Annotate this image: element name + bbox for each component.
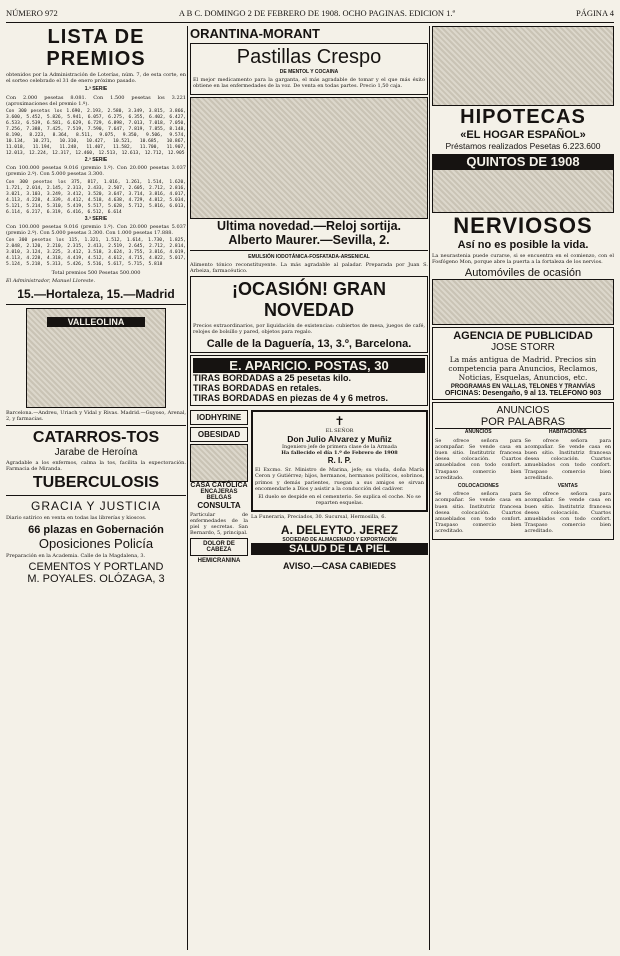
lottery-prizes: Con 100.000 pesetas 9.016 (premio 1.º). Con 20.000 pesetas 5.037 (premio 2.º). Con 5.000 pesetas 3.300. Con 1.000 pesetas 17.888. xyxy=(6,223,186,237)
automoviles-title: Automóviles de ocasión xyxy=(464,267,582,280)
obituary-column xyxy=(251,408,428,571)
divider xyxy=(190,250,428,251)
automoviles-text-block xyxy=(432,279,614,325)
tiras-line: TIRAS BORDADAS en retales. xyxy=(193,382,322,393)
lottery-prizes: Con 2.000 pesetas 8.081. Con 1.500 pesetas los 3.221 (aproximaciones del premio 1.º). xyxy=(6,94,186,107)
maurer-address: Alberto Maurer.—Sevilla, 2. xyxy=(228,232,390,247)
ocasion-ad xyxy=(190,276,428,352)
gracia-text: Diario satírico en venta en todas las librerías y kioscos. xyxy=(6,515,147,522)
divider xyxy=(6,495,186,496)
storr-name: JOSE STORR xyxy=(491,342,555,354)
tuberculosis-title: TUBERCULOSIS xyxy=(32,474,160,492)
column-left xyxy=(6,26,186,950)
heroina-text: Agradable a los enfermos, calma la tos, facilita la expectoración. Farmacia de Miranda. xyxy=(6,460,186,473)
prestamos-line: Préstamos realizados Pesetas 6.223.600 xyxy=(445,141,601,151)
jarabe-title: Jarabe de Heroína xyxy=(54,447,138,459)
obituary-rip: R. I. P. xyxy=(327,456,352,466)
funeraria-line: La Funeraria, Preciados, 30. Sucursal, Hermosilla, 6. xyxy=(251,514,387,521)
emulsion-title: EMULSIÓN IODOTÁNICA-FOSFATADA-ARSENICAL xyxy=(248,253,370,260)
orantina-title: ORANTINA-MORANT xyxy=(190,26,320,41)
poyales-line: M. POYALES. OLÓZAGA, 3 xyxy=(27,572,165,585)
obituary xyxy=(251,410,428,513)
column-rule xyxy=(429,26,430,950)
agencia-ad xyxy=(432,327,614,400)
lottery-numbers: Con 300 pesetas los 375, 817, 1.016, 1.261, 1.514, 1.620, 1.721, 2.014, 2.145, 2.313, 2.433, 2.507, 2.605, 2.712, 2.816, 3.021, 3.103, 3.249, 3.412, 3.520, 3.647, 3.714, 3.816, 4.017, 4.113, 4.228, 4.339, 4.412, 4.518, 4.638, 4.729, 4.812, 5.034, 5.121, 5.214, 5.310, 5.419, 5.517, 5.628, 5.712, 5.816, 6.013, 6.114, 6.217, 6.319, 6.416, 6.512, 6.614 xyxy=(6,179,186,215)
oposiciones-title: Oposiciones Policía xyxy=(38,535,154,551)
valleolina-label: VALLEOLINA xyxy=(47,317,145,327)
divider xyxy=(6,425,186,426)
issue-number: NÚMERO 972 xyxy=(6,8,58,18)
lower-middle-row xyxy=(190,408,428,571)
page-header xyxy=(6,4,614,23)
tiras-line: TIRAS BORDADAS en piezas de 4 y 6 metros. xyxy=(193,392,389,403)
top-right-ads xyxy=(432,26,614,106)
salud-title: SALUD DE LA PIEL xyxy=(251,543,428,555)
deleyto-sub: SOCIEDAD DE ALMACENADO Y EXPORTACIÓN xyxy=(282,536,397,543)
obituary-name: Don Julio Alvarez y Muñiz xyxy=(287,433,392,444)
column-right xyxy=(432,26,614,950)
series-heading: 3.ª SERIE xyxy=(84,215,108,222)
ocasion-address: Calle de la Daguería, 13, 3.º, Barcelona. xyxy=(206,337,412,350)
hemicranina-title: HEMICRANINA xyxy=(197,558,241,565)
classified-text: Se ofrece señora para acompañar. Se vende casa en buen sitio. Institutriz francesa desea colocación. Cuartos amueblados con todo confort. Traspaso comercio bien acreditado. xyxy=(524,491,611,535)
lottery-totals: Total premios 500 Pesetas 500.000 xyxy=(51,270,141,277)
iodhyrine-title: IODHYRINE xyxy=(190,410,248,425)
consulta-text: Particular de enfermedades de la piel y secretas. San Bernardo, 5, principal. xyxy=(190,511,248,537)
lottery-numbers: Con 300 pesetas los 115, 1.321, 1.512, 1.614, 1.730, 1.825, 2.048, 2.120, 2.210, 2.315, 2.413, 2.519, 2.645, 2.712, 2.814, 3.010, 3.124, 3.225, 3.412, 3.518, 3.624, 3.755, 3.816, 4.019, 4.113, 4.228, 4.318, 4.419, 4.512, 4.612, 4.715, 4.822, 5.017, 5.124, 5.218, 5.313, 5.426, 5.516, 5.617, 5.715, 5.818 xyxy=(6,238,186,268)
consulta-title: CONSULTA xyxy=(197,500,241,510)
lottery-admin: El Administrador, Manuel Lloreste. xyxy=(6,278,96,285)
obituary-label: EL SEÑOR xyxy=(325,427,354,434)
obesidad-title: OBESIDAD xyxy=(190,427,248,442)
page-number: PÁGINA 4 xyxy=(575,8,614,18)
divider xyxy=(6,304,186,305)
classified-col xyxy=(435,429,522,536)
small-ads-column xyxy=(190,408,248,571)
pastillas-text: El mejor medicamento para la garganta, el más agradable de tomar y el que más éxito obtiene en las enfermedades de la voz. De venta en todas partes. Precio 1,50 caja. xyxy=(193,77,425,90)
oficinas-line: OFICINAS: Desengaño, 9 al 13. TELÉFONO 903 xyxy=(444,390,602,398)
obituary-role: Ingeniero jefe de primera clase de la Armada xyxy=(282,443,397,450)
hogar-title: «EL HOGAR ESPAÑOL» xyxy=(460,129,586,141)
column-rule xyxy=(187,26,188,950)
obituary-text: El Excmo. Sr. Ministro de Marina, jefe; su viuda, doña María Ceron y Gutiérrez; hijos, hermanos, hermanos políticos, sobrinos, primos y demás parientes, ruegan a sus amigos se sirvan encomendarle a Dios y asistir a la conducción del cadáver. xyxy=(255,467,424,492)
casa-catolica-title: CASA CATÓLICA xyxy=(190,481,248,489)
lottery-title: LISTA DE PREMIOS xyxy=(46,26,146,70)
valleolina-text: Barcelona.—Andreu, Uriach y Vidal y Rivas. Madrid.—Guyoso, Arenal, 2, y farmacias. xyxy=(6,409,186,422)
classified-heading: COLOCACIONES xyxy=(457,483,499,490)
lottery-intro: obtenidos por la Administración de Loterías, núm. 7, de esta corte, en el sorteo celebrado el 31 de enero próximo pasado. xyxy=(6,72,186,85)
ocasion-text: Precios extraordinarios, por liquidación de existencias: cubiertos de mesa, juegos de café, relojes de bolsillo y pared, objetos para regalo. xyxy=(193,323,425,336)
pastillas-sub: DE MENTOL Y COCAINA xyxy=(279,69,339,75)
obituary-date: Ha fallecido el día 1.º de Febrero de 1908 xyxy=(281,450,398,457)
obesidad-illustration xyxy=(190,444,248,482)
deleyto-title: A. DELEYTO. JEREZ xyxy=(280,522,399,537)
dolor-title: DOLOR DE CABEZA xyxy=(190,538,248,556)
lottery-address: 15.—Hortaleza, 15.—Madrid xyxy=(17,286,175,301)
cementos-title: CEMENTOS Y PORTLAND xyxy=(28,560,164,573)
classified-heading: VENTAS xyxy=(557,483,578,490)
programas-line: PROGRAMAS EN VALLAS, TELONES Y TRANVÍAS xyxy=(450,384,596,391)
classified-text: Se ofrece señora para acompañar. Se vende casa en buen sitio. Institutriz francesa desea colocación. Cuartos amueblados con todo confort. Traspaso comercio bien acreditado. xyxy=(524,437,611,481)
aviso-title: AVISO.—CASA CABIEDES xyxy=(282,560,396,571)
valleolina-portrait xyxy=(26,308,166,408)
pastillas-ad xyxy=(190,43,428,95)
quintos-text-block xyxy=(432,169,614,213)
obituary-duelo: El duelo se despide en el cementerio. Se suplica el coche. No se reparten esquelas. xyxy=(258,494,421,507)
hipotecas-title: HIPOTECAS xyxy=(460,106,586,128)
encajeras-title: ENCAJERAS BELGAS xyxy=(200,488,238,501)
classified-columns xyxy=(435,429,611,536)
classified-text: Se ofrece señora para acompañar. Se vende casa en buen sitio. Institutriz francesa desea colocación. Cuartos amueblados con todo confort. Traspaso comercio bien acreditado. xyxy=(435,491,522,535)
emulsion-text: Alimento tónico reconstituyente. La más agradable al paladar. Preparada por Juan S. Arbeiza, farmacéutico. xyxy=(190,261,428,275)
classified-section xyxy=(432,402,614,539)
tiras-line: TIRAS BORDADAS a 25 pesetas kilo. xyxy=(193,372,352,383)
cross-icon: ✝ xyxy=(334,413,345,428)
nerviosos-title: NERVIOSOS xyxy=(453,213,593,238)
classified-heading: HABITACIONES xyxy=(548,429,587,436)
masthead-line: A B C. DOMINGO 2 DE FEBRERO DE 1908. OCHO PAGINAS. EDICION 1.ª xyxy=(178,8,455,18)
orantina-row xyxy=(190,26,428,41)
lottery-numbers: Con 300 pesetas los 1.690, 2.193, 2.580, 3.349, 3.815, 3.866, 3.600, 5.452, 5.826, 5.941, 6.057, 6.275, 6.355, 6.402, 6.427, 6.533, 6.539, 6.581, 6.629, 6.729, 6.898, 7.013, 7.018, 7.050, 7.256, 7.388, 7.425, 7.519, 7.590, 7.647, 7.819, 7.855, 8.148, 8.190, 8.223, 8.364, 8.511, 9.075, 9.350, 9.506, 9.574, 10.134, 10.271, 10.310, 10.427, 10.521, 10.685, 10.867, 11.018, 11.194, 11.248, 11.407, 11.582, 11.700, 11.907, 12.013, 12.224, 12.317, 12.460, 12.513, 12.613, 12.712, 12.905 xyxy=(6,109,186,157)
lottery-prizes: Con 100.000 pesetas 9.016 (premio 1.º). Con 20.000 pesetas 3.037 (premio 2.º). Con 5.000 pesetas 3.300. xyxy=(6,165,186,178)
gracia-title: GRACIA Y JUSTICIA xyxy=(31,499,161,514)
ocasion-title: ¡OCASIÓN! GRAN NOVEDAD xyxy=(232,279,386,321)
aparicio-ad xyxy=(190,355,428,406)
series-heading: 1.ª SERIE xyxy=(84,86,108,93)
ring-watch-illustration xyxy=(190,97,428,219)
maurer-title: Ultima novedad.—Reloj sortija. xyxy=(216,218,402,233)
column-middle xyxy=(190,26,428,950)
classified-col xyxy=(525,429,612,536)
agencia-text: La más antigua de Madrid. Precios sin competencia para Anuncios, Reclamos, Noticias, Esquelas, Anuncios, etc. xyxy=(448,355,598,383)
classified-text: Se ofrece señora para acompañar. Se vende casa en buen sitio. Institutriz francesa desea colocación. Cuartos amueblados con todo confort. Traspaso comercio bien acreditado. xyxy=(435,437,522,481)
series-heading: 2.ª SERIE xyxy=(84,157,108,164)
agencia-title: AGENCIA DE PUBLICIDAD xyxy=(453,330,593,343)
anuncios-title: ANUNCIOS xyxy=(496,405,550,417)
pastillas-title: Pastillas Crespo xyxy=(236,46,382,68)
gobernacion-title: 66 plazas en Gobernación xyxy=(28,523,164,536)
classified-heading: ANUNCIOS xyxy=(464,429,492,436)
nerviosos-sub: Así no es posible la vida. xyxy=(457,239,589,251)
nerviosos-text: La neurastenia puede curarse, si se encuentra en el comienzo, con el Fosfógeno Mon, porque abre la puerta a la fortaleza de los nervios. xyxy=(432,253,614,266)
quintos-title: QUINTOS DE 1908 xyxy=(432,154,614,169)
por-palabras-title: POR PALABRAS xyxy=(435,416,611,429)
oposiciones-text: Preparación en la Academia. Calle de la Magdalena, 3. xyxy=(6,552,146,559)
catarros-title: CATARROS-TOS xyxy=(32,429,160,447)
aparicio-title: E. APARICIO. POSTAS, 30 xyxy=(193,358,425,373)
